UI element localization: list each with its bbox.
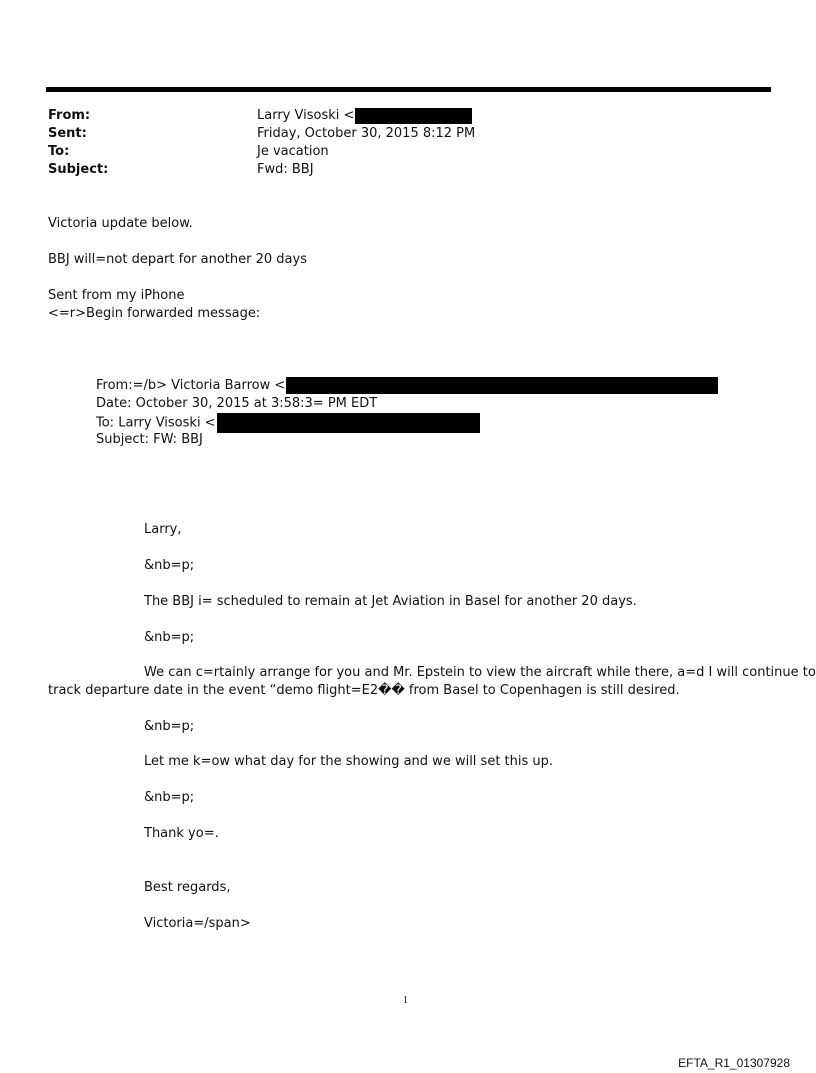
message-nbsp: &nb=p;	[144, 790, 195, 805]
fwd-from-text: From:=/b> Victoria Barrow <	[96, 378, 286, 393]
page-number: 1	[403, 995, 408, 1006]
to-label: To:	[48, 144, 70, 159]
fwd-to	[96, 413, 480, 433]
body-line-sent-from: Sent from my iPhone	[48, 288, 185, 303]
from-value	[257, 107, 472, 125]
message-paragraph-3: Let me k=ow what day for the showing and we will set this up.	[144, 754, 554, 769]
message-closing: Best regards,	[144, 880, 231, 895]
sent-label: Sent:	[48, 126, 87, 141]
fwd-to-text: To: Larry Visoski <	[96, 415, 216, 431]
message-nbsp: &nb=p;	[144, 719, 195, 734]
subject-value: Fwd: BBJ	[257, 162, 314, 177]
body-line-update: Victoria update below.	[48, 216, 193, 231]
fwd-from	[96, 377, 718, 395]
fwd-date: Date: October 30, 2015 at 3:58:3= PM EDT	[96, 396, 378, 411]
to-value: Je vacation	[257, 144, 329, 159]
message-nbsp: &nb=p;	[144, 558, 195, 573]
message-paragraph-2a: We can c=rtainly arrange for you and Mr. Epstein to view the aircraft while there, a=d I will continue to	[144, 665, 816, 680]
message-greeting: Larry,	[144, 522, 182, 537]
redaction-block	[286, 377, 718, 394]
message-thanks: Thank yo=.	[144, 826, 219, 841]
body-line-forwarded: <=r>Begin forwarded message:	[48, 306, 261, 321]
subject-label: Subject:	[48, 162, 109, 177]
message-signature: Victoria=/span>	[144, 916, 251, 931]
message-paragraph-1: The BBJ i= scheduled to remain at Jet Aviation in Basel for another 20 days.	[144, 594, 637, 609]
fwd-subject: Subject: FW: BBJ	[96, 432, 203, 447]
message-nbsp: &nb=p;	[144, 630, 195, 645]
sent-value: Friday, October 30, 2015 8:12 PM	[257, 126, 476, 141]
from-label: From:	[48, 108, 91, 123]
redaction-block	[217, 413, 480, 433]
body-line-depart: BBJ will=not depart for another 20 days	[48, 252, 307, 267]
bates-number: EFTA_R1_01307928	[678, 1056, 790, 1070]
message-paragraph-2b: track departure date in the event “demo flight=E2�� from Basel to Copenhagen is still desired.	[48, 683, 680, 698]
redaction-block	[355, 108, 472, 124]
from-sender: Larry Visoski <	[257, 108, 355, 123]
header-rule	[46, 87, 771, 92]
